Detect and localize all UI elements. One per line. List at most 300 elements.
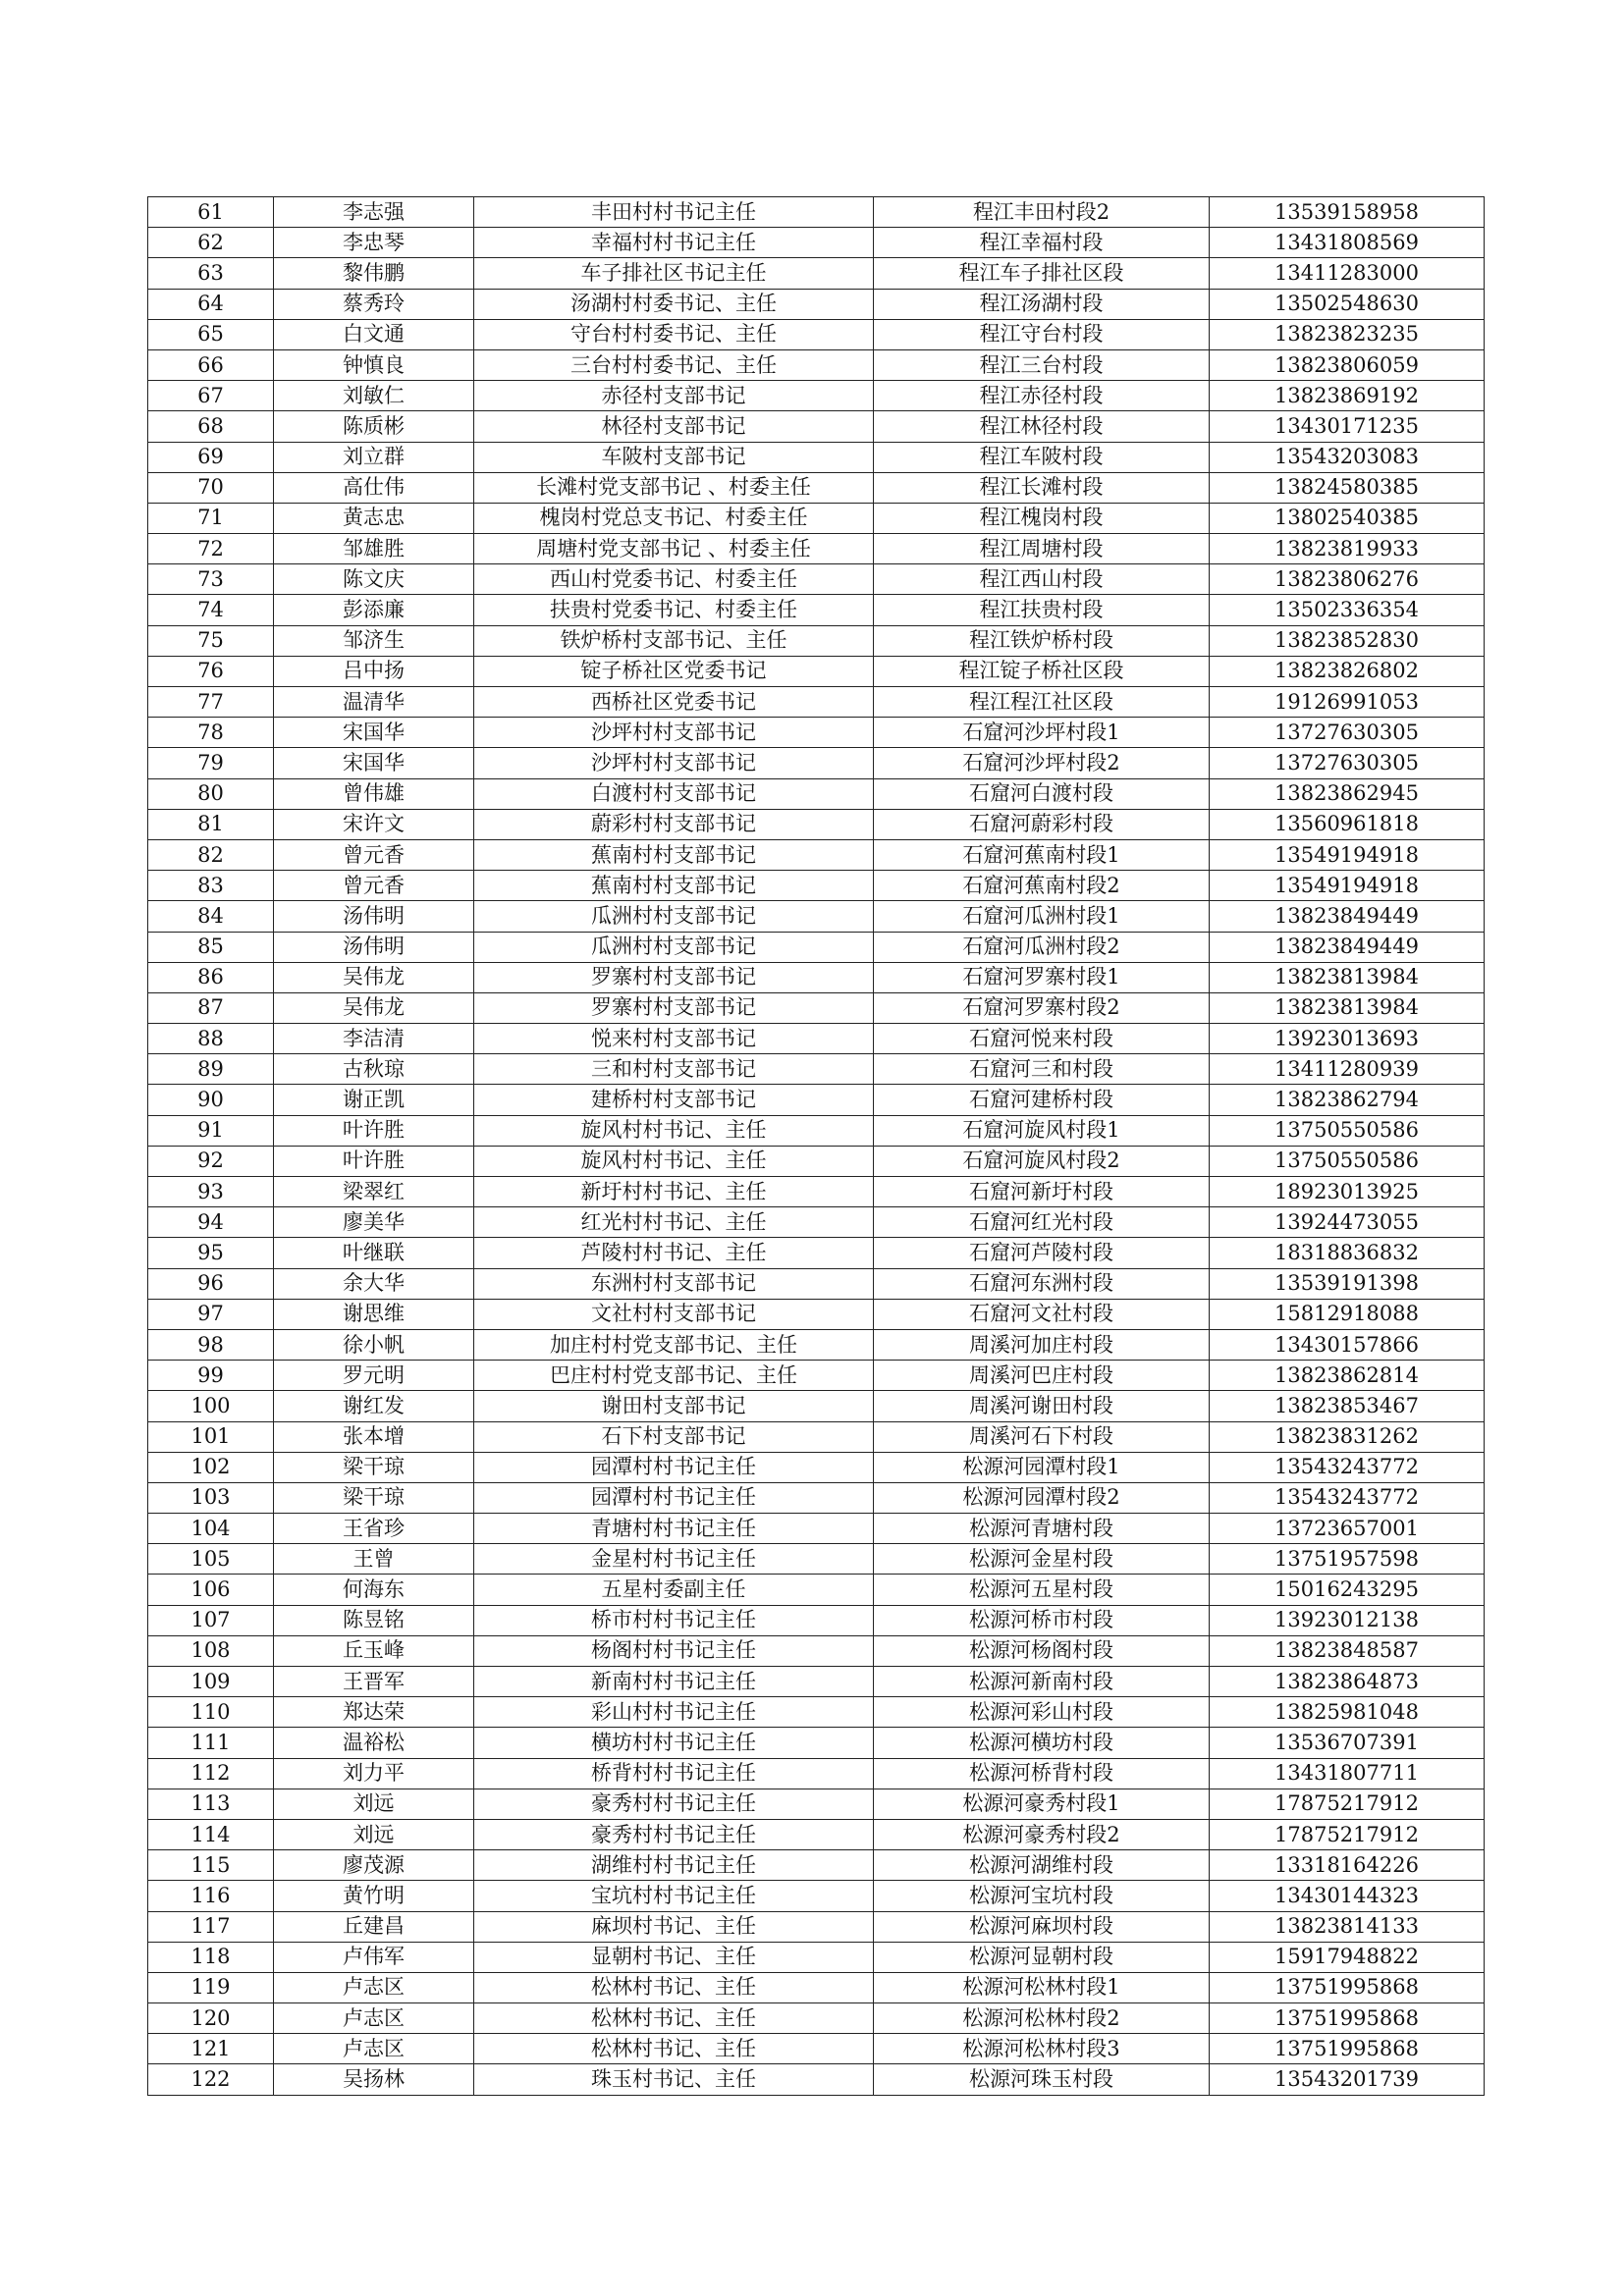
row-number-cell: 122 [148, 2064, 274, 2095]
row-number-cell: 85 [148, 932, 274, 962]
position-title-cell: 车子排社区书记主任 [474, 258, 874, 289]
phone-number-cell: 13923012138 [1210, 1605, 1485, 1635]
person-name-cell: 李志强 [274, 197, 474, 228]
phone-number-cell: 13823862945 [1210, 778, 1485, 809]
river-section-cell: 石窟河东洲村段 [874, 1268, 1210, 1299]
position-title-cell: 豪秀村村书记主任 [474, 1819, 874, 1849]
table-row [148, 1911, 1485, 1942]
row-number-cell: 98 [148, 1329, 274, 1360]
table-row [148, 1391, 1485, 1421]
river-section-cell: 程江槐岗村段 [874, 503, 1210, 533]
person-name-cell: 丘建昌 [274, 1911, 474, 1942]
river-section-cell: 松源河杨阁村段 [874, 1635, 1210, 1666]
phone-number-cell: 13924473055 [1210, 1207, 1485, 1238]
table-row [148, 411, 1485, 442]
river-section-cell: 松源河青塘村段 [874, 1514, 1210, 1544]
position-title-cell: 新圩村村书记、主任 [474, 1177, 874, 1207]
person-name-cell: 廖茂源 [274, 1850, 474, 1881]
phone-number-cell: 18318836832 [1210, 1238, 1485, 1268]
position-title-cell: 桥背村村书记主任 [474, 1758, 874, 1789]
table-row [148, 1575, 1485, 1605]
table-row [148, 1238, 1485, 1268]
person-name-cell: 谢思维 [274, 1299, 474, 1329]
river-section-cell: 程江三台村段 [874, 349, 1210, 380]
river-section-cell: 石窟河蔚彩村段 [874, 809, 1210, 839]
table-row [148, 1146, 1485, 1176]
river-section-cell: 程江扶贵村段 [874, 595, 1210, 625]
position-title-cell: 蔚彩村村支部书记 [474, 809, 874, 839]
row-number-cell: 106 [148, 1575, 274, 1605]
phone-number-cell: 13751995868 [1210, 2034, 1485, 2064]
position-title-cell: 悦来村村支部书记 [474, 1024, 874, 1054]
position-title-cell: 车陂村支部书记 [474, 442, 874, 472]
row-number-cell: 103 [148, 1482, 274, 1513]
river-section-cell: 周溪河加庄村段 [874, 1329, 1210, 1360]
row-number-cell: 70 [148, 472, 274, 503]
person-name-cell: 曾元香 [274, 839, 474, 870]
row-number-cell: 110 [148, 1697, 274, 1728]
position-title-cell: 麻坝村书记、主任 [474, 1911, 874, 1942]
table-row [148, 778, 1485, 809]
position-title-cell: 宝坑村村书记主任 [474, 1881, 874, 1911]
person-name-cell: 陈昱铭 [274, 1605, 474, 1635]
position-title-cell: 旋风村村书记、主任 [474, 1115, 874, 1146]
position-title-cell: 周塘村党支部书记 、村委主任 [474, 534, 874, 564]
person-name-cell: 宋许文 [274, 809, 474, 839]
phone-number-cell: 13549194918 [1210, 871, 1485, 901]
row-number-cell: 78 [148, 718, 274, 748]
row-number-cell: 94 [148, 1207, 274, 1238]
river-section-cell: 石窟河罗寨村段1 [874, 962, 1210, 992]
river-section-cell: 石窟河瓜洲村段2 [874, 932, 1210, 962]
position-title-cell: 白渡村村支部书记 [474, 778, 874, 809]
table-row [148, 656, 1485, 686]
phone-number-cell: 13543201739 [1210, 2064, 1485, 2095]
position-title-cell: 豪秀村村书记主任 [474, 1789, 874, 1819]
person-name-cell: 廖美华 [274, 1207, 474, 1238]
person-name-cell: 陈质彬 [274, 411, 474, 442]
position-title-cell: 林径村支部书记 [474, 411, 874, 442]
person-name-cell: 曾伟雄 [274, 778, 474, 809]
phone-number-cell: 13751995868 [1210, 2003, 1485, 2034]
table-row [148, 503, 1485, 533]
river-section-cell: 石窟河蕉南村段2 [874, 871, 1210, 901]
phone-number-cell: 13549194918 [1210, 839, 1485, 870]
row-number-cell: 79 [148, 748, 274, 778]
position-title-cell: 彩山村村书记主任 [474, 1697, 874, 1728]
row-number-cell: 108 [148, 1635, 274, 1666]
table-row [148, 1972, 1485, 2002]
person-name-cell: 梁干琼 [274, 1452, 474, 1482]
row-number-cell: 66 [148, 349, 274, 380]
table-row [148, 319, 1485, 349]
phone-number-cell: 13543203083 [1210, 442, 1485, 472]
river-section-cell: 程江丰田村段2 [874, 197, 1210, 228]
phone-number-cell: 13823862814 [1210, 1361, 1485, 1391]
phone-number-cell: 13727630305 [1210, 718, 1485, 748]
position-title-cell: 显朝村书记、主任 [474, 1942, 874, 1972]
table-row [148, 932, 1485, 962]
person-name-cell: 黄志忠 [274, 503, 474, 533]
table-row [148, 687, 1485, 718]
person-name-cell: 古秋琼 [274, 1054, 474, 1085]
river-section-cell: 程江铁炉桥村段 [874, 625, 1210, 656]
phone-number-cell: 13543243772 [1210, 1482, 1485, 1513]
position-title-cell: 锭子桥社区党委书记 [474, 656, 874, 686]
phone-number-cell: 13750550586 [1210, 1115, 1485, 1146]
table-row [148, 748, 1485, 778]
row-number-cell: 118 [148, 1942, 274, 1972]
person-name-cell: 谢正凯 [274, 1085, 474, 1115]
person-name-cell: 刘力平 [274, 1758, 474, 1789]
row-number-cell: 65 [148, 319, 274, 349]
phone-number-cell: 13823806276 [1210, 564, 1485, 595]
river-section-cell: 松源河松林村段3 [874, 2034, 1210, 2064]
table-row [148, 1268, 1485, 1299]
phone-number-cell: 13823823235 [1210, 319, 1485, 349]
river-section-cell: 松源河横坊村段 [874, 1728, 1210, 1758]
row-number-cell: 96 [148, 1268, 274, 1299]
position-title-cell: 罗寨村村支部书记 [474, 962, 874, 992]
phone-number-cell: 17875217912 [1210, 1789, 1485, 1819]
position-title-cell: 东洲村村支部书记 [474, 1268, 874, 1299]
table-row [148, 1085, 1485, 1115]
phone-number-cell: 13823864873 [1210, 1667, 1485, 1697]
river-section-cell: 松源河桥市村段 [874, 1605, 1210, 1635]
person-name-cell: 黄竹明 [274, 1881, 474, 1911]
person-name-cell: 刘远 [274, 1789, 474, 1819]
position-title-cell: 青塘村村书记主任 [474, 1514, 874, 1544]
river-section-cell: 石窟河三和村段 [874, 1054, 1210, 1085]
person-name-cell: 邹雄胜 [274, 534, 474, 564]
phone-number-cell: 13823826802 [1210, 656, 1485, 686]
row-number-cell: 115 [148, 1850, 274, 1881]
person-name-cell: 余大华 [274, 1268, 474, 1299]
row-number-cell: 104 [148, 1514, 274, 1544]
phone-number-cell: 13751995868 [1210, 1972, 1485, 2002]
position-title-cell: 瓜洲村村支部书记 [474, 901, 874, 932]
river-section-cell: 松源河桥背村段 [874, 1758, 1210, 1789]
table-row [148, 1452, 1485, 1482]
river-section-cell: 石窟河沙坪村段1 [874, 718, 1210, 748]
position-title-cell: 沙坪村村支部书记 [474, 748, 874, 778]
row-number-cell: 111 [148, 1728, 274, 1758]
phone-number-cell: 13823813984 [1210, 992, 1485, 1023]
river-section-cell: 石窟河芦陵村段 [874, 1238, 1210, 1268]
person-name-cell: 徐小帆 [274, 1329, 474, 1360]
river-section-cell: 周溪河巴庄村段 [874, 1361, 1210, 1391]
person-name-cell: 吴伟龙 [274, 962, 474, 992]
person-name-cell: 钟慎良 [274, 349, 474, 380]
table-row [148, 595, 1485, 625]
river-section-cell: 程江西山村段 [874, 564, 1210, 595]
person-name-cell: 李洁清 [274, 1024, 474, 1054]
phone-number-cell: 13727630305 [1210, 748, 1485, 778]
person-name-cell: 谢红发 [274, 1391, 474, 1421]
position-title-cell: 石下村支部书记 [474, 1421, 874, 1452]
table-row [148, 1942, 1485, 1972]
table-row [148, 228, 1485, 258]
position-title-cell: 汤湖村村委书记、主任 [474, 289, 874, 319]
river-section-cell: 松源河松林村段1 [874, 1972, 1210, 2002]
river-section-cell: 松源河园潭村段1 [874, 1452, 1210, 1482]
river-section-cell: 松源河珠玉村段 [874, 2064, 1210, 2095]
phone-number-cell: 13430144323 [1210, 1881, 1485, 1911]
position-title-cell: 湖维村村书记主任 [474, 1850, 874, 1881]
river-section-cell: 松源河园潭村段2 [874, 1482, 1210, 1513]
row-number-cell: 71 [148, 503, 274, 533]
position-title-cell: 芦陵村村书记、主任 [474, 1238, 874, 1268]
table-row [148, 992, 1485, 1023]
phone-number-cell: 13823849449 [1210, 901, 1485, 932]
table-row [148, 871, 1485, 901]
row-number-cell: 99 [148, 1361, 274, 1391]
phone-number-cell: 13823813984 [1210, 962, 1485, 992]
phone-number-cell: 13430157866 [1210, 1329, 1485, 1360]
table-row [148, 1667, 1485, 1697]
table-row [148, 839, 1485, 870]
row-number-cell: 86 [148, 962, 274, 992]
river-section-cell: 石窟河旋风村段2 [874, 1146, 1210, 1176]
position-title-cell: 红光村村书记、主任 [474, 1207, 874, 1238]
table-row [148, 349, 1485, 380]
table-row [148, 1881, 1485, 1911]
river-section-cell: 石窟河罗寨村段2 [874, 992, 1210, 1023]
river-section-cell: 程江长滩村段 [874, 472, 1210, 503]
row-number-cell: 82 [148, 839, 274, 870]
phone-number-cell: 15917948822 [1210, 1942, 1485, 1972]
position-title-cell: 五星村委副主任 [474, 1575, 874, 1605]
table-row [148, 625, 1485, 656]
row-number-cell: 101 [148, 1421, 274, 1452]
river-section-cell: 石窟河文社村段 [874, 1299, 1210, 1329]
river-section-cell: 程江赤径村段 [874, 381, 1210, 411]
row-number-cell: 117 [148, 1911, 274, 1942]
table-row [148, 2034, 1485, 2064]
table-row [148, 1115, 1485, 1146]
row-number-cell: 77 [148, 687, 274, 718]
person-name-cell: 张本增 [274, 1421, 474, 1452]
phone-number-cell: 13923013693 [1210, 1024, 1485, 1054]
phone-number-cell: 13318164226 [1210, 1850, 1485, 1881]
river-section-cell: 松源河宝坑村段 [874, 1881, 1210, 1911]
table-row [148, 534, 1485, 564]
position-title-cell: 铁炉桥村支部书记、主任 [474, 625, 874, 656]
table-row [148, 1850, 1485, 1881]
table-row [148, 1789, 1485, 1819]
row-number-cell: 119 [148, 1972, 274, 2002]
phone-number-cell: 13823852830 [1210, 625, 1485, 656]
table-row [148, 1819, 1485, 1849]
table-row [148, 1207, 1485, 1238]
person-name-cell: 白文通 [274, 319, 474, 349]
person-name-cell: 邹济生 [274, 625, 474, 656]
person-name-cell: 彭添廉 [274, 595, 474, 625]
river-section-cell: 松源河湖维村段 [874, 1850, 1210, 1881]
phone-number-cell: 13823849449 [1210, 932, 1485, 962]
phone-number-cell: 13411280939 [1210, 1054, 1485, 1085]
row-number-cell: 97 [148, 1299, 274, 1329]
person-name-cell: 丘玉峰 [274, 1635, 474, 1666]
position-title-cell: 长滩村党支部书记 、村委主任 [474, 472, 874, 503]
row-number-cell: 112 [148, 1758, 274, 1789]
phone-number-cell: 13560961818 [1210, 809, 1485, 839]
table-row [148, 2003, 1485, 2034]
phone-number-cell: 13536707391 [1210, 1728, 1485, 1758]
position-title-cell: 加庄村村党支部书记、主任 [474, 1329, 874, 1360]
phone-number-cell: 13802540385 [1210, 503, 1485, 533]
phone-number-cell: 15016243295 [1210, 1575, 1485, 1605]
river-section-cell: 松源河新南村段 [874, 1667, 1210, 1697]
phone-number-cell: 17875217912 [1210, 1819, 1485, 1849]
table-row [148, 381, 1485, 411]
river-section-cell: 周溪河谢田村段 [874, 1391, 1210, 1421]
position-title-cell: 西桥社区党委书记 [474, 687, 874, 718]
row-number-cell: 113 [148, 1789, 274, 1819]
row-number-cell: 83 [148, 871, 274, 901]
river-section-cell: 石窟河旋风村段1 [874, 1115, 1210, 1146]
person-name-cell: 卢志区 [274, 1972, 474, 2002]
table-row [148, 718, 1485, 748]
river-section-cell: 程江汤湖村段 [874, 289, 1210, 319]
row-number-cell: 121 [148, 2034, 274, 2064]
person-name-cell: 温清华 [274, 687, 474, 718]
position-title-cell: 巴庄村村党支部书记、主任 [474, 1361, 874, 1391]
row-number-cell: 95 [148, 1238, 274, 1268]
phone-number-cell: 13823831262 [1210, 1421, 1485, 1452]
river-section-cell: 程江周塘村段 [874, 534, 1210, 564]
phone-number-cell: 13751957598 [1210, 1544, 1485, 1575]
phone-number-cell: 15812918088 [1210, 1299, 1485, 1329]
position-title-cell: 谢田村支部书记 [474, 1391, 874, 1421]
position-title-cell: 瓜洲村村支部书记 [474, 932, 874, 962]
position-title-cell: 旋风村村书记、主任 [474, 1146, 874, 1176]
river-section-cell: 松源河麻坝村段 [874, 1911, 1210, 1942]
river-section-cell: 周溪河石下村段 [874, 1421, 1210, 1452]
person-name-cell: 卢志区 [274, 2003, 474, 2034]
person-name-cell: 叶许胜 [274, 1115, 474, 1146]
row-number-cell: 68 [148, 411, 274, 442]
position-title-cell: 横坊村村书记主任 [474, 1728, 874, 1758]
river-section-cell: 松源河豪秀村段2 [874, 1819, 1210, 1849]
person-name-cell: 汤伟明 [274, 932, 474, 962]
river-section-cell: 程江幸福村段 [874, 228, 1210, 258]
position-title-cell: 文社村村支部书记 [474, 1299, 874, 1329]
person-name-cell: 黎伟鹏 [274, 258, 474, 289]
phone-number-cell: 13543243772 [1210, 1452, 1485, 1482]
river-section-cell: 松源河彩山村段 [874, 1697, 1210, 1728]
phone-number-cell: 13823862794 [1210, 1085, 1485, 1115]
row-number-cell: 67 [148, 381, 274, 411]
row-number-cell: 88 [148, 1024, 274, 1054]
table-row [148, 2064, 1485, 2095]
phone-number-cell: 13539191398 [1210, 1268, 1485, 1299]
river-section-cell: 程江车子排社区段 [874, 258, 1210, 289]
position-title-cell: 园潭村村书记主任 [474, 1452, 874, 1482]
phone-number-cell: 19126991053 [1210, 687, 1485, 718]
person-name-cell: 刘远 [274, 1819, 474, 1849]
position-title-cell: 幸福村村书记主任 [474, 228, 874, 258]
row-number-cell: 63 [148, 258, 274, 289]
river-section-cell: 程江车陂村段 [874, 442, 1210, 472]
table-row [148, 809, 1485, 839]
position-title-cell: 新南村村书记主任 [474, 1667, 874, 1697]
position-title-cell: 沙坪村村支部书记 [474, 718, 874, 748]
phone-number-cell: 13823853467 [1210, 1391, 1485, 1421]
row-number-cell: 120 [148, 2003, 274, 2034]
row-number-cell: 81 [148, 809, 274, 839]
person-name-cell: 卢伟军 [274, 1942, 474, 1972]
position-title-cell: 金星村村书记主任 [474, 1544, 874, 1575]
person-name-cell: 梁干琼 [274, 1482, 474, 1513]
river-section-cell: 石窟河建桥村段 [874, 1085, 1210, 1115]
table-row [148, 1299, 1485, 1329]
row-number-cell: 89 [148, 1054, 274, 1085]
row-number-cell: 92 [148, 1146, 274, 1176]
person-name-cell: 何海东 [274, 1575, 474, 1605]
position-title-cell: 三台村村委书记、主任 [474, 349, 874, 380]
row-number-cell: 102 [148, 1452, 274, 1482]
river-section-cell: 石窟河红光村段 [874, 1207, 1210, 1238]
table-row [148, 442, 1485, 472]
row-number-cell: 61 [148, 197, 274, 228]
position-title-cell: 赤径村支部书记 [474, 381, 874, 411]
row-number-cell: 76 [148, 656, 274, 686]
river-section-cell: 石窟河沙坪村段2 [874, 748, 1210, 778]
river-section-cell: 程江程江社区段 [874, 687, 1210, 718]
person-name-cell: 刘敏仁 [274, 381, 474, 411]
table-row [148, 1361, 1485, 1391]
river-section-cell: 石窟河蕉南村段1 [874, 839, 1210, 870]
person-name-cell: 叶许胜 [274, 1146, 474, 1176]
phone-number-cell: 13430171235 [1210, 411, 1485, 442]
position-title-cell: 松林村书记、主任 [474, 2003, 874, 2034]
table-row [148, 1605, 1485, 1635]
person-name-cell: 高仕伟 [274, 472, 474, 503]
person-name-cell: 宋国华 [274, 718, 474, 748]
person-name-cell: 温裕松 [274, 1728, 474, 1758]
position-title-cell: 松林村书记、主任 [474, 1972, 874, 2002]
position-title-cell: 建桥村村支部书记 [474, 1085, 874, 1115]
person-name-cell: 汤伟明 [274, 901, 474, 932]
river-section-cell: 程江锭子桥社区段 [874, 656, 1210, 686]
person-name-cell: 吴扬林 [274, 2064, 474, 2095]
phone-number-cell: 13823848587 [1210, 1635, 1485, 1666]
position-title-cell: 蕉南村村支部书记 [474, 839, 874, 870]
table-row [148, 564, 1485, 595]
river-chief-contact-table [147, 196, 1485, 2096]
row-number-cell: 91 [148, 1115, 274, 1146]
table-row [148, 1758, 1485, 1789]
river-section-cell: 松源河松林村段2 [874, 2003, 1210, 2034]
table-row [148, 1054, 1485, 1085]
row-number-cell: 80 [148, 778, 274, 809]
river-section-cell: 程江林径村段 [874, 411, 1210, 442]
row-number-cell: 84 [148, 901, 274, 932]
person-name-cell: 宋国华 [274, 748, 474, 778]
phone-number-cell: 13723657001 [1210, 1514, 1485, 1544]
phone-number-cell: 13502336354 [1210, 595, 1485, 625]
table-row [148, 1697, 1485, 1728]
river-section-cell: 石窟河新圩村段 [874, 1177, 1210, 1207]
phone-number-cell: 13431808569 [1210, 228, 1485, 258]
row-number-cell: 74 [148, 595, 274, 625]
phone-number-cell: 13824580385 [1210, 472, 1485, 503]
river-section-cell: 松源河金星村段 [874, 1544, 1210, 1575]
row-number-cell: 87 [148, 992, 274, 1023]
river-section-cell: 松源河豪秀村段1 [874, 1789, 1210, 1819]
person-name-cell: 叶继联 [274, 1238, 474, 1268]
